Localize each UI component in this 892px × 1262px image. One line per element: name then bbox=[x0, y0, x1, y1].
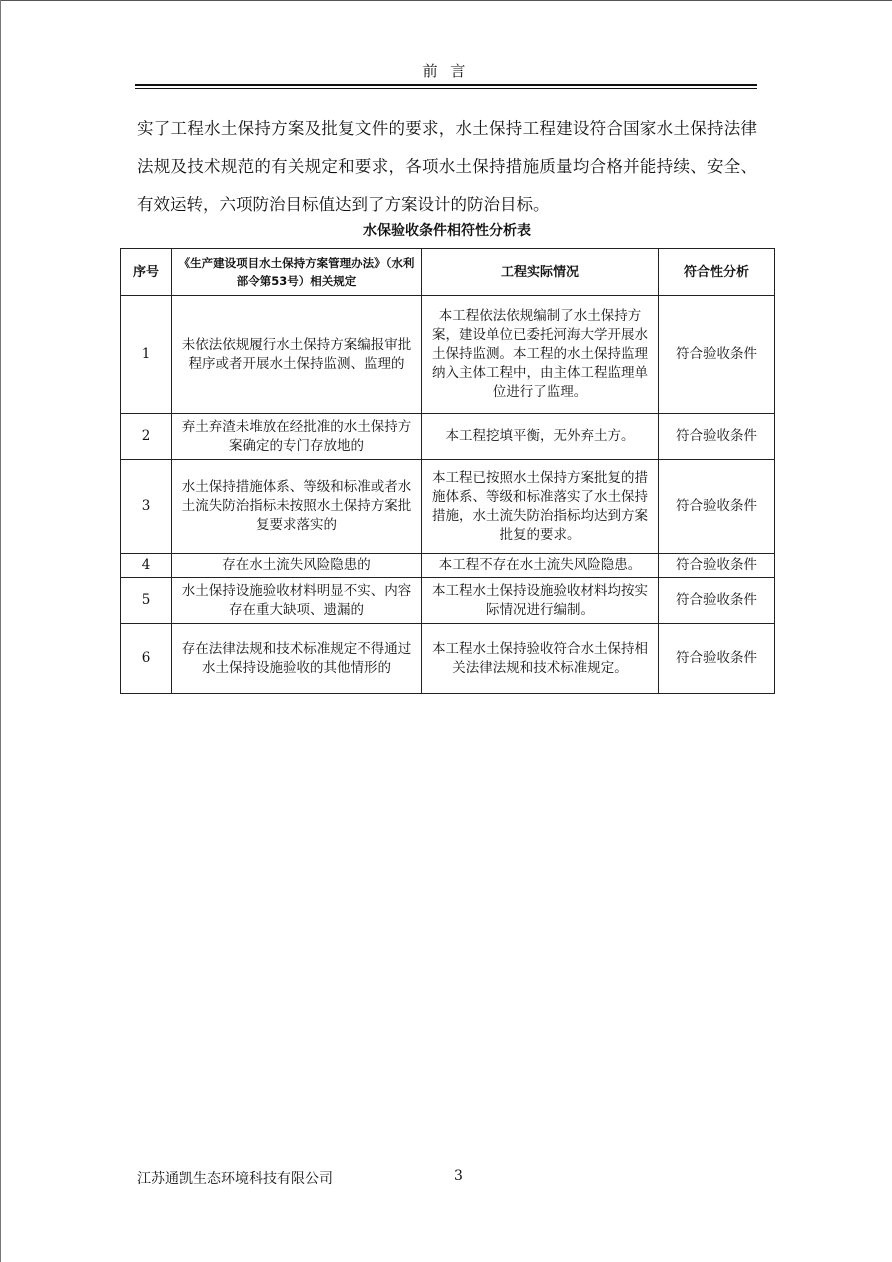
row-no: 2 bbox=[121, 414, 172, 460]
page-border-left bbox=[0, 0, 1, 1262]
row-law: 水土保持设施验收材料明显不实、内容存在重大缺项、遗漏的 bbox=[172, 578, 422, 624]
header-rule-thin bbox=[135, 88, 757, 89]
table-row bbox=[121, 554, 775, 578]
row-no: 1 bbox=[121, 296, 172, 414]
header-actual: 工程实际情况 bbox=[422, 249, 659, 296]
row-conformity: 符合验收条件 bbox=[659, 460, 775, 554]
row-conformity: 符合验收条件 bbox=[659, 414, 775, 460]
row-law: 存在水土流失风险隐患的 bbox=[172, 554, 422, 578]
conformity-table bbox=[120, 248, 775, 694]
table-header-row bbox=[121, 249, 775, 296]
table-row bbox=[121, 296, 775, 414]
row-law: 弃土弃渣未堆放在经批准的水土保持方案确定的专门存放地的 bbox=[172, 414, 422, 460]
row-actual: 本工程不存在水土流失风险隐患。 bbox=[422, 554, 659, 578]
header-no: 序号 bbox=[121, 249, 172, 296]
footer-company: 江苏通凯生态环境科技有限公司 bbox=[137, 1171, 333, 1187]
row-actual: 本工程已按照水土保持方案批复的措施体系、等级和标准落实了水土保持措施，水土流失防治指标均达到方案批复的要求。 bbox=[422, 460, 659, 554]
row-no: 4 bbox=[121, 554, 172, 578]
table-row bbox=[121, 460, 775, 554]
row-conformity: 符合验收条件 bbox=[659, 554, 775, 578]
row-law: 存在法律法规和技术标准规定不得通过水土保持设施验收的其他情形的 bbox=[172, 624, 422, 694]
page-border-top bbox=[0, 0, 892, 1]
row-conformity: 符合验收条件 bbox=[659, 296, 775, 414]
row-actual: 本工程挖填平衡，无外弃土方。 bbox=[422, 414, 659, 460]
header-law: 《生产建设项目水土保持方案管理办法》（水利部令第53号）相关规定 bbox=[172, 249, 422, 296]
body-paragraph: 实了工程水土保持方案及批复文件的要求，水土保持工程建设符合国家水土保持法律法规及技术规范的有关规定和要求，各项水土保持措施质量均合格并能持续、安全、有效运转，六项防治目标值达到了方案设计的防治目标。 bbox=[137, 119, 757, 214]
row-law: 水土保持措施体系、等级和标准或者水土流失防治指标未按照水土保持方案批复要求落实的 bbox=[172, 460, 422, 554]
row-conformity: 符合验收条件 bbox=[659, 578, 775, 624]
page-number: 3 bbox=[454, 1168, 463, 1184]
row-law: 未依法依规履行水土保持方案编报审批程序或者开展水土保持监测、监理的 bbox=[172, 296, 422, 414]
table-row bbox=[121, 414, 775, 460]
row-actual: 本工程依法依规编制了水土保持方案，建设单位已委托河海大学开展水土保持监测。本工程的水土保持监理纳入主体工程中，由主体工程监理单位进行了监理。 bbox=[422, 296, 659, 414]
header-rule bbox=[135, 84, 757, 86]
row-actual: 本工程水土保持设施验收材料均按实际情况进行编制。 bbox=[422, 578, 659, 624]
row-no: 3 bbox=[121, 460, 172, 554]
table-title: 水保验收条件相符性分析表 bbox=[363, 223, 531, 239]
page-header-title: 前 言 bbox=[422, 62, 470, 80]
row-no: 5 bbox=[121, 578, 172, 624]
row-actual: 本工程水土保持验收符合水土保持相关法律法规和技术标准规定。 bbox=[422, 624, 659, 694]
table-row bbox=[121, 578, 775, 624]
table-row bbox=[121, 624, 775, 694]
header-conformity: 符合性分析 bbox=[659, 249, 775, 296]
row-no: 6 bbox=[121, 624, 172, 694]
row-conformity: 符合验收条件 bbox=[659, 624, 775, 694]
